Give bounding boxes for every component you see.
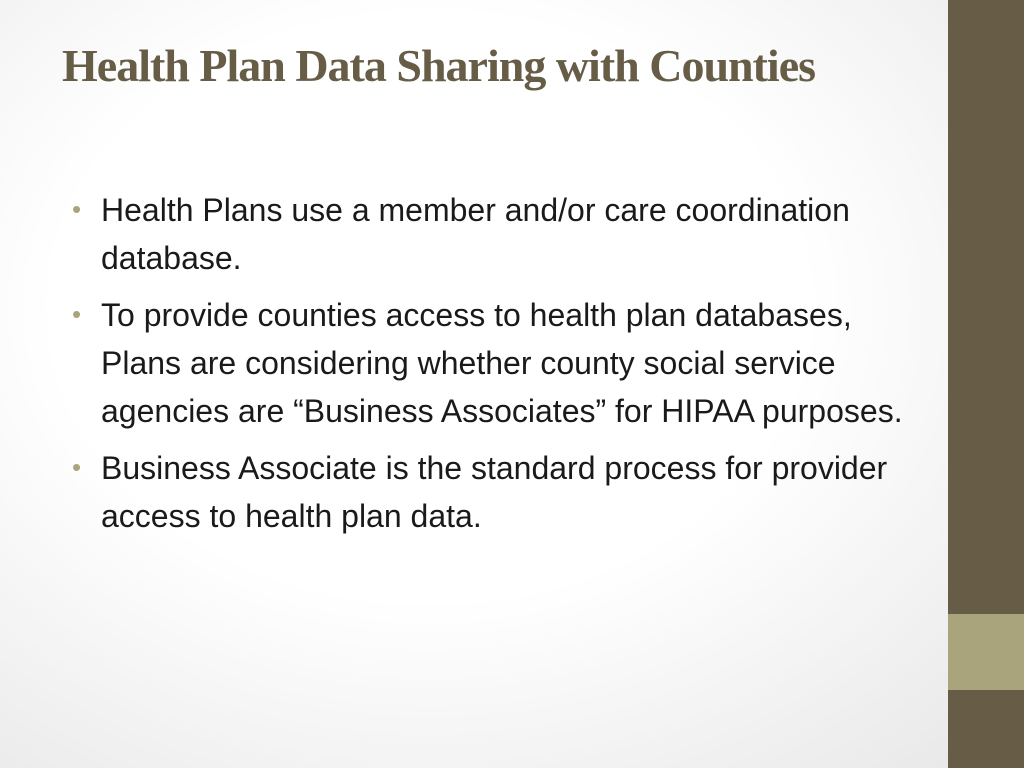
- bullet-item: [72, 186, 912, 282]
- sidebar-accent-block: [948, 614, 1024, 690]
- bullet-text: To provide counties access to health plan databases, Plans are considering whether county social service agencies are “Business Associates” for HIPAA purposes.: [101, 297, 903, 429]
- bullet-text: Health Plans use a member and/or care coordination database.: [101, 192, 850, 276]
- bullet-dot-icon: •: [72, 452, 82, 482]
- bullet-list: [72, 186, 912, 549]
- bullet-item: [72, 291, 912, 435]
- slide-title: Health Plan Data Sharing with Counties: [62, 40, 816, 91]
- bullet-dot-icon: •: [72, 299, 82, 329]
- decorative-sidebar: [948, 0, 1024, 768]
- bullet-dot-icon: •: [72, 194, 82, 224]
- bullet-item: [72, 444, 912, 540]
- bullet-text: Business Associate is the standard process for provider access to health plan data.: [101, 450, 888, 534]
